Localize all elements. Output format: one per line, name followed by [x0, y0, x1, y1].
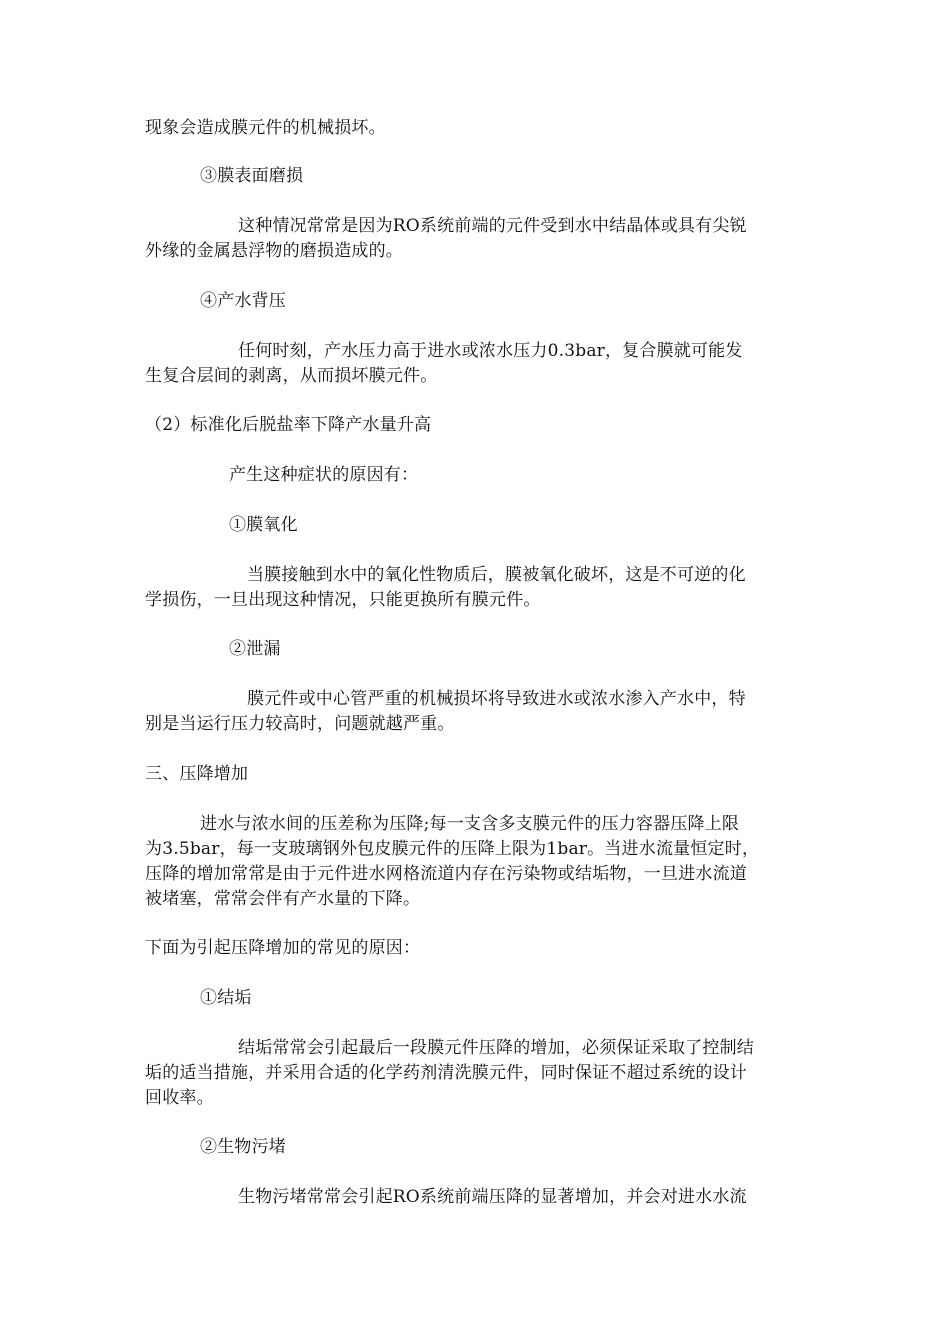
paragraph-line: 结垢常常会引起最后一段膜元件压降的增加，必须保证采取了控制结 — [238, 1038, 754, 1058]
paragraph-line: 压降的增加常常是由于元件进水网格流道内存在污染物或结垢物，一旦进水流道 — [145, 864, 747, 884]
subheading-biofouling: ②生物污堵 — [200, 1137, 286, 1157]
paragraph-line: 产生这种症状的原因有： — [229, 465, 419, 485]
paragraph-line: 进水与浓水间的压差称为压降;每一支含多支膜元件的压力容器压降上限 — [200, 814, 740, 834]
paragraph-line: 为3.5bar，每一支玻璃钢外包皮膜元件的压降上限为1bar。当进水流量恒定时， — [145, 839, 760, 859]
paragraph-line: 当膜接触到水中的氧化性物质后，膜被氧化破坏，这是不可逆的化 — [247, 565, 746, 585]
paragraph-line: 任何时刻，产水压力高于进水或浓水压力0.3bar，复合膜就可能发 — [238, 341, 743, 361]
paragraph-line: 垢的适当措施，并采用合适的化学药剂清洗膜元件，同时保证不超过系统的设计 — [145, 1063, 747, 1083]
paragraph-line: 外缘的金属悬浮物的磨损造成的。 — [145, 241, 403, 261]
subheading-permeate-backpressure: ④产水背压 — [200, 291, 286, 311]
paragraph-line: 膜元件或中心管严重的机械损坏将导致进水或浓水渗入产水中，特 — [247, 689, 746, 709]
subheading-membrane-oxidation: ①膜氧化 — [229, 515, 298, 535]
paragraph-line: 被堵塞，常常会伴有产水量的下降。 — [145, 889, 421, 909]
paragraph-line: 生复合层间的剥离，从而损坏膜元件。 — [145, 366, 438, 386]
subheading-scaling: ①结垢 — [200, 988, 252, 1008]
paragraph-line: 下面为引起压降增加的常见的原因： — [145, 938, 421, 958]
paragraph-line: 学损伤，一旦出现这种情况，只能更换所有膜元件。 — [145, 590, 541, 610]
paragraph-line: 别是当运行压力较高时，问题就越严重。 — [145, 714, 455, 734]
paragraph-line: 生物污堵常常会引起RO系统前端压降的显著增加，并会对进水水流 — [238, 1187, 747, 1207]
paragraph-line: 这种情况常常是因为RO系统前端的元件受到水中结晶体或具有尖锐 — [238, 216, 747, 236]
subheading-membrane-abrasion: ③膜表面磨损 — [200, 166, 304, 186]
subheading-leakage: ②泄漏 — [229, 639, 281, 659]
section-heading-2: （2）标准化后脱盐率下降产水量升高 — [145, 415, 432, 435]
paragraph-line: 现象会造成膜元件的机械损坏。 — [145, 118, 386, 138]
paragraph-line: 回收率。 — [145, 1088, 214, 1108]
section-heading-3: 三、压降增加 — [145, 764, 249, 784]
